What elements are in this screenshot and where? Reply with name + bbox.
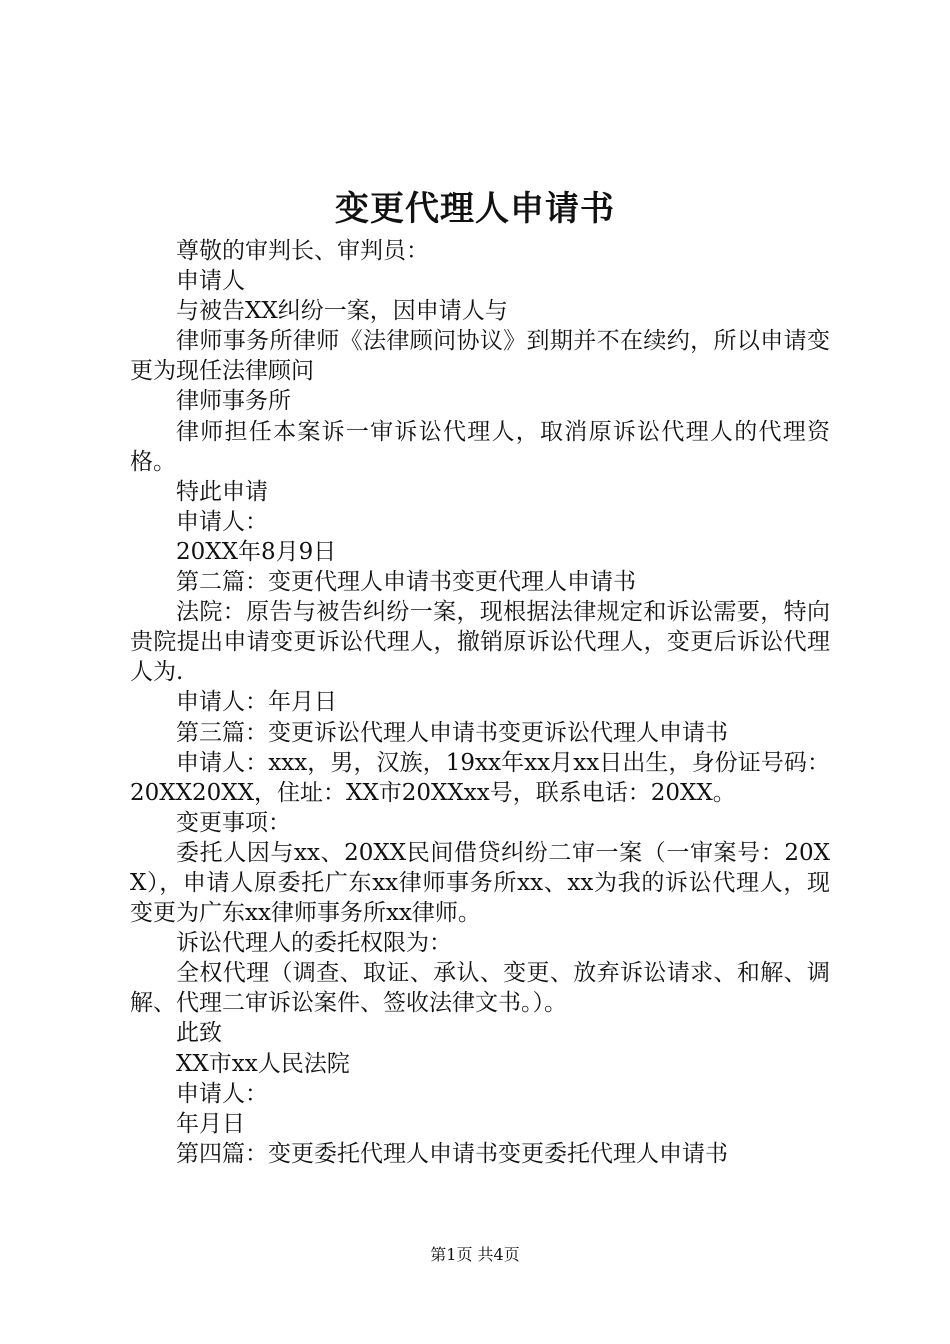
- page-number: 第1页 共4页: [430, 1245, 520, 1264]
- paragraph-date: 年月日: [176, 1110, 245, 1137]
- paragraph: 委托人因与xx、20XX民间借贷纠纷二审一案（一审案号：20XX），申请人原委托广东xx律师事务所xx、xx为我的诉讼代理人，现变更为广东xx律师事务所xx律师。: [130, 839, 830, 927]
- paragraph: 全权代理（调查、取证、承认、变更、放弃诉讼请求、和解、调解、代理二审诉讼案件、签收法律文书。）。: [130, 960, 830, 1017]
- paragraph: 律师事务所律师《法律顾问协议》到期并不在续约，所以申请变更为现任法律顾问: [130, 328, 830, 385]
- paragraph: 法院：原告与被告纠纷一案，现根据法律规定和诉讼需要，特向贵院提出申请变更诉讼代理人，撤销原诉讼代理人，变更后诉讼代理人为.: [130, 599, 830, 686]
- paragraph: 申请人: [176, 268, 245, 295]
- paragraph: 律师事务所: [176, 388, 291, 415]
- paragraph: 律师担任本案诉一审诉讼代理人，取消原诉讼代理人的代理资格。: [130, 418, 830, 475]
- paragraph: 特此申请: [176, 478, 268, 505]
- section-heading: 第二篇：变更代理人申请书变更代理人申请书: [176, 569, 636, 596]
- paragraph-signature: 申请人：: [176, 508, 268, 535]
- paragraph-addressee: XX市xx人民法院: [176, 1050, 350, 1077]
- paragraph-salutation: 尊敬的审判长、审判员：: [176, 238, 429, 264]
- page-title: 变更代理人申请书: [335, 189, 615, 229]
- paragraph-signature: 申请人：年月日: [176, 689, 337, 716]
- paragraph: 申请人：xxx，男，汉族，19xx年xx月xx日出生，身份证号码：20XX20XX，住址：XX市20XXxx号，联系电话：20XX。: [130, 749, 830, 806]
- section-heading: 第四篇：变更委托代理人申请书变更委托代理人申请书: [176, 1140, 728, 1167]
- paragraph-signature: 申请人：: [176, 1080, 268, 1107]
- paragraph-date: 20XX年8月9日: [176, 538, 337, 565]
- paragraph: 诉讼代理人的委托权限为：: [176, 930, 452, 957]
- document-body: [130, 236, 830, 1169]
- paragraph: 此致: [176, 1020, 222, 1047]
- paragraph: 变更事项：: [176, 809, 291, 836]
- paragraph: 与被告XX纠纷一案，因申请人与: [176, 298, 508, 325]
- section-heading: 第三篇：变更诉讼代理人申请书变更诉讼代理人申请书: [176, 719, 728, 746]
